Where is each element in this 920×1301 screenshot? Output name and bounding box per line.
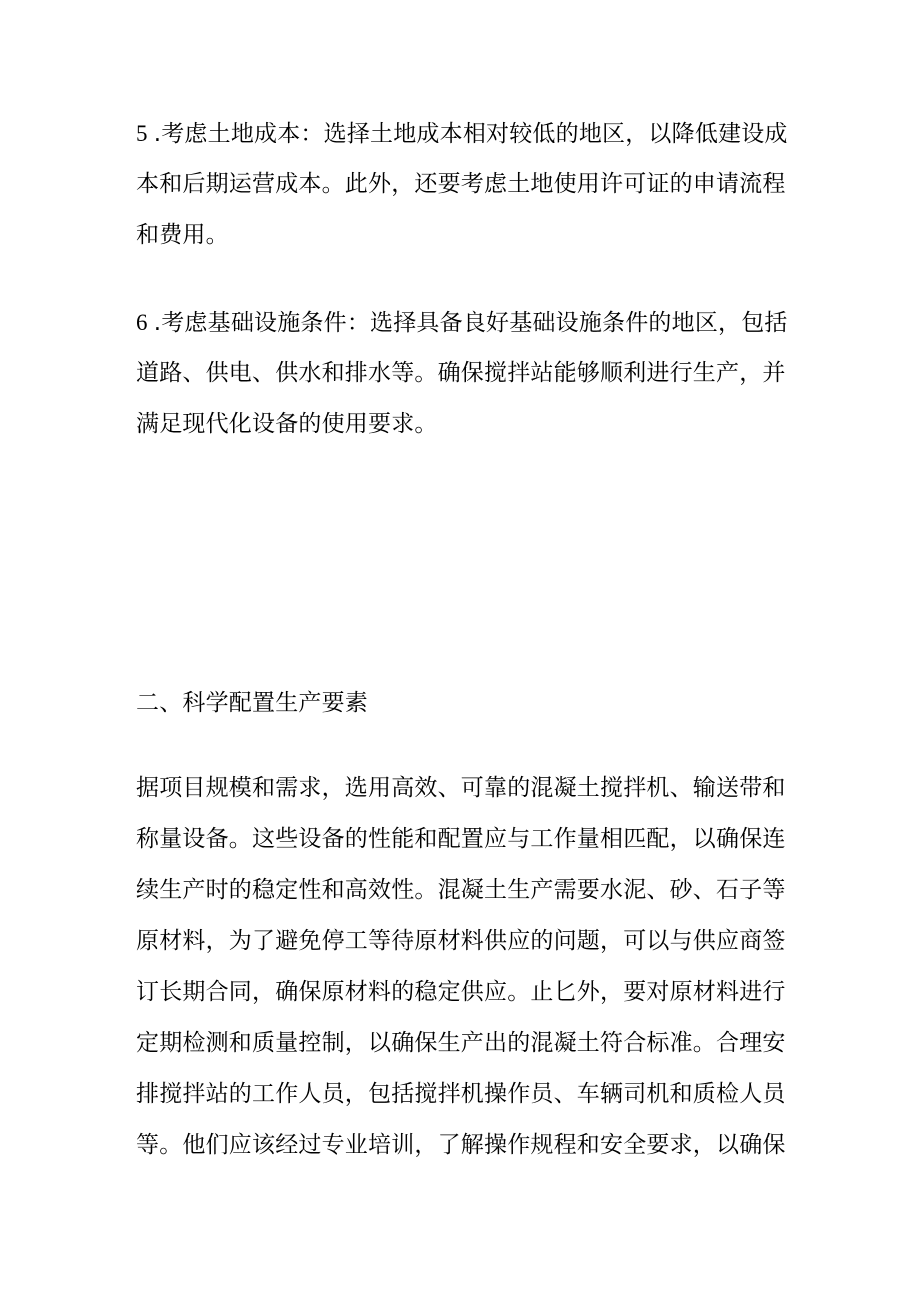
paragraph-line-1: 据项目规模和需求，选用高效、可靠的混凝土搅拌机、输送带和 <box>136 775 786 801</box>
body-paragraph <box>136 763 796 1171</box>
paragraph-line-2: 称量设备。这些设备的性能和配置应与工作量相匹配，以确保连 <box>136 826 786 852</box>
paragraph-line-3: 续生产时的稳定性和高效性。混凝土生产需要水泥、砂、石子等 <box>136 877 786 903</box>
paragraph-line-6: 定期检测和质量控制，以确保生产出的混凝土符合标准。合理安 <box>136 1030 786 1056</box>
list-item-6-line-2: 道路、供电、供水和排水等。确保搅拌站能够顺利进行生产，并 <box>136 360 786 386</box>
paragraph-line-5: 订长期合同，确保原材料的稳定供应。止匕外，要对原材料进行 <box>136 979 786 1005</box>
paragraph-line-8: 等。他们应该经过专业培训，了解操作规程和安全要求，以确保 <box>136 1132 786 1158</box>
list-item-6-line-1 <box>136 297 796 348</box>
list-item-6-line-3: 满足现代化设备的使用要求。 <box>136 411 438 437</box>
section-heading <box>136 678 796 729</box>
list-item-6-line-1-text: .考虑基础设施条件：选择具备良好基础设施条件的地区，包括 <box>153 310 788 336</box>
list-item-5-line-2: 本和后期运营成本。此外，还要考虑土地使用许可证的申请流程 <box>136 171 786 197</box>
section-heading-text: 二、科学配置生产要素 <box>136 690 368 716</box>
list-item-5-line-3: 和费用。 <box>136 222 229 248</box>
list-item-6-number: 6 <box>136 310 148 335</box>
list-item-5 <box>136 108 796 261</box>
list-item-5-line-1-text: .考虑土地成本：选择土地成本相对较低的地区，以降低建设成 <box>153 121 788 147</box>
list-item-5-line-1 <box>136 108 796 159</box>
paragraph-line-4: 原材料，为了避免停工等待原材料供应的问题，可以与供应商签 <box>136 928 786 954</box>
list-item-5-number: 5 <box>136 121 148 146</box>
paragraph-line-7: 排搅拌站的工作人员，包括搅拌机操作员、车辆司机和质检人员 <box>136 1081 786 1107</box>
list-item-6 <box>136 297 796 450</box>
